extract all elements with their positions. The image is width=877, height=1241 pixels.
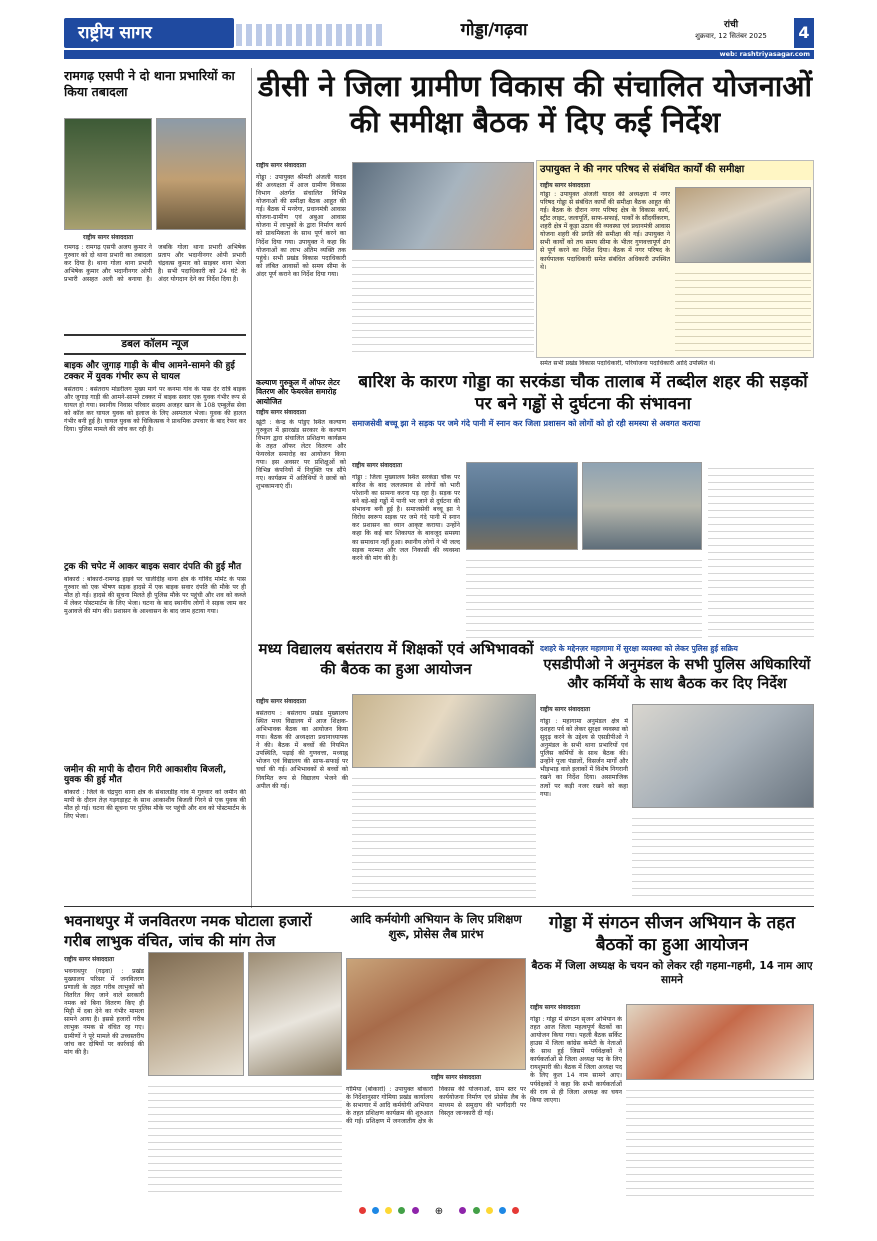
horizontal-divider — [64, 906, 814, 907]
masthead-date: शुक्रवार, 12 सितंबर 2025 — [695, 32, 767, 40]
salt-bags-photo — [148, 952, 244, 1076]
headline-bike: बाइक और जुगाड़ गाड़ी के बीच आमने-सामने की हुई टक्कर में युवक गंभीर रूप से घायल — [64, 361, 235, 382]
masthead-pattern — [236, 24, 386, 46]
headline: आदि कर्मयोगी अभियान के लिए प्रशिक्षण शुरू, प्रोसेस लैब प्रारंभ — [350, 912, 522, 941]
lead-caption: समेत सभी प्रखंड विकास पदाधिकारी, परियोजना पदाधिकारी आदि उपस्थित थे। — [540, 360, 716, 367]
kicker: दशहरे के मद्देनज़र महागामा में सुरक्षा व्यवस्था को लेकर पुलिस हुई सक्रिय — [540, 644, 738, 653]
party-meeting-photo — [626, 1004, 814, 1080]
byline: राष्ट्रीय सागर संवाददाता — [256, 409, 307, 417]
story-sarkanda — [352, 372, 814, 642]
deck: बैठक में जिला अध्यक्ष के चयन को लेकर रही गहमा-गहमी, 14 नाम आए सामने — [531, 960, 813, 986]
story-body: बसंतराय : बसंतराय प्रखंड मुख्यालय स्थित मध्य विद्यालय में आज शिक्षक-अभिभावक बैठक का आयोजन किया गया। बैठक की अध्यक्षता प्रधानाध्यापक ने की। बैठक में बच्चों की नियमित उपस्थिति, पढ़ाई की गुणवत्ता, मध्याह्न भोजन एवं विद्यालय की साफ-सफाई पर चर्चा की गई। अभिभावकों से बच्चों को नियमित रूप से विद्यालय भेजने की अपील की गई। — [256, 710, 348, 790]
byline: राष्ट्रीय सागर संवाददाता — [530, 1004, 581, 1011]
story-body-cont — [148, 1080, 342, 1196]
lead-body-area — [256, 162, 534, 372]
lead-body: गोड्डा : उपायुक्त श्रीमती अंजली यादव की अध्यक्षता में आज ग्रामीण विकास विभाग अंतर्गत संचालित विभिन्न योजनाओं की समीक्षा बैठक आहूत की गई। बैठक में मनरेगा, प्रधानमंत्री आवास योजना-ग्रामीण एवं अबुआ आवास योजना में लाभुकों के द्वारा निर्माण कार्य को प्राथमिकता के साथ पूर्ण करने का निर्देश दिया गया। उपायुक्त ने कहा कि योजनाओं का लाभ अंतिम व्यक्ति तक पहुंचे। सभी प्रखंड विकास पदाधिकारी को लंबित आवासों को समय सीमा के अंदर पूर्ण कराने का निर्देश दिया गया। — [256, 174, 346, 278]
flooded-road-photo — [582, 462, 702, 550]
story-ramgarh — [64, 68, 246, 330]
story-body: गोड्डा : उपायुक्त अंजली यादव की अध्यक्षता में नगर परिषद गोड्डा से संबंधित कार्यों की समीक्षा बैठक आहूत की गई। बैठक के दौरान नगर परिषद क्षेत्र के विकास कार्य, स्ट्रीट लाइट, जलापूर्ति, साफ-सफाई, पार्कों के सौंदर्यीकरण, शहरी क्षेत्र में कूड़ा उठाव की व्यवस्था एवं प्रधानमंत्री आवास योजना शहरी की प्रगति की समीक्षा की गई। उपायुक्त ने सभी कार्यों को तय समय सीमा के भीतर गुणवत्तापूर्ण ढंग से पूर्ण करने का निर्देश दिया। बैठक में नगर परिषद के कार्यपालक पदाधिकारी समेत संबंधित अधिकारी उपस्थित थे। — [540, 191, 670, 271]
footer-dot — [372, 1207, 379, 1214]
byline: राष्ट्रीय सागर संवाददाता — [540, 181, 591, 189]
police-meeting-photo — [632, 704, 814, 808]
story-body-cont — [675, 267, 811, 355]
headline: भवनाथपुर में जनवितरण नमक घोटाला हजारों गरीब लाभुक वंचित, जांच की मांग तेज — [64, 912, 312, 950]
story-body-cont-2 — [708, 462, 814, 640]
byline: राष्ट्रीय सागर संवाददाता — [256, 698, 307, 705]
byline: राष्ट्रीय सागर संवाददाता — [352, 462, 403, 469]
headline: कल्याण गुरुकुल में ऑफर लेटर वितरण और फेयरवेल समारोह आयोजित — [256, 378, 340, 406]
brand-name: राष्ट्रीय सागर — [78, 23, 152, 43]
footer-dot — [499, 1207, 506, 1214]
story-body: गोमिया (बोकारो) : उपायुक्त बोकारो के निर्देशानुसार गोमिया प्रखंड कार्यालय के सभागार में आदि कर्मयोगी अभियान के तहत प्रशिक्षण कार्यक्रम की शुरुआत की गई। प्रशिक्षण में जनजातीय क्षेत्र के विकास की योजनाओं, ग्राम स्तर पर कार्ययोजना निर्माण एवं प्रोसेस लैब के माध्यम से समुदाय की भागीदारी पर विस्तृत जानकारी दी गई। — [346, 1086, 526, 1126]
byline: राष्ट्रीय सागर संवाददाता — [430, 1074, 481, 1081]
story-adi — [346, 912, 526, 1198]
story-body: खूंटी : केन्द्र के पांडुए स्थित कल्याण गुरुकुल में झारखंड सरकार के कल्याण विभाग द्वारा संचालित प्रशिक्षण कार्यक्रम के तहत ऑफर लेटर वितरण और फेयरवेल समारोह का आयोजन किया गया। इस अवसर पर प्रशिक्षुओं को विभिन्न कंपनियों में नियुक्ति पत्र सौंपे गए। कार्यक्रम में अतिथियों ने छात्रों को शुभकामनाएं दीं। — [256, 418, 346, 491]
officer-photo-2 — [156, 118, 246, 230]
masthead-bar — [64, 50, 814, 59]
footer-dot — [512, 1207, 519, 1214]
story-bhavnathpur — [64, 912, 342, 1198]
story-body: भवनाथपुर (गढ़वा) : प्रखंड मुख्यालय परिसर में जनवितरण प्रणाली के तहत गरीब लाभुकों को वितरित किए जाने वाले सरकारी नमक को बिना वितरण किए ही मिट्टी में दबा देने का गंभीर मामला सामने आया है। इससे हजारों गरीब लाभुक नमक से वंचित रह गए। ग्रामीणों ने पूरे मामले की उच्चस्तरीय जांच कर दोषियों पर कार्रवाई की मांग की है। — [64, 968, 144, 1056]
meeting-photo — [352, 694, 536, 768]
footer-dot — [412, 1207, 419, 1214]
headline: एसडीपीओ ने अनुमंडल के सभी पुलिस अधिकारियों और कर्मियों के साथ बैठक कर दिए निर्देश — [543, 657, 811, 693]
lead-headline: डीसी ने जिला ग्रामीण विकास की संचालित योजनाओं की समीक्षा बैठक में दिए कई निर्देश — [258, 69, 812, 140]
story-body: गोड्डा : महागामा अनुमंडल क्षेत्र में दशहरा पर्व को लेकर सुरक्षा व्यवस्था को सुदृढ़ करने के उद्देश्य से एसडीपीओ ने अनुमंडल के सभी थाना प्रभारियों एवं पुलिस कर्मियों के साथ बैठक की। उन्होंने पूजा पंडालों, विसर्जन मार्गों और भीड़भाड़ वाले इलाकों में विशेष निगरानी रखने का निर्देश दिया। असामाजिक तत्वों पर कड़ी नजर रखने को कहा गया। — [540, 718, 628, 798]
officer-photo-1 — [64, 118, 152, 230]
training-photo — [346, 958, 526, 1070]
story-body: गोड्डा : जिला मुख्यालय स्थित सरकंडा चौक पर बारिश के बाद जलजमाव से लोगों को भारी परेशानी का सामना करना पड़ रहा है। सड़क पर बने बड़े-बड़े गड्ढों में पानी भर जाने से दुर्घटना की संभावना बनी हुई है। समाजसेवी बच्चू झा ने विरोध स्वरूप सड़क पर जमे गंदे पानी में स्नान कर प्रशासन का ध्यान आकृष्ट कराया। उन्होंने कहा कि कई बार शिकायत के बावजूद समस्या का समाधान नहीं हुआ। स्थानीय लोगों ने भी जल्द सड़क मरम्मत और जल निकासी की व्यवस्था करने की मांग की है। — [352, 474, 460, 562]
byline: राष्ट्रीय सागर संवाददाता — [540, 706, 591, 713]
page-number: 4 — [798, 23, 810, 42]
headline: उपायुक्त ने की नगर परिषद से संबंधित कार्यों की समीक्षा — [537, 161, 813, 180]
footer-dot — [473, 1207, 480, 1214]
story-body-cont — [352, 772, 536, 900]
lead-byline: राष्ट्रीय सागर संवाददाता — [256, 162, 307, 169]
body-bike: बसंतराय : बसंतराय मोडरीलग मुख्य मार्ग पर कनमा गांव के पास देर रात्रि बाइक और जुगाड़ गाड़ी की आमने-सामने टक्कर में बाइक सवार एक युवक गंभीर रूप से घायल हो गया। स्थानीय निवास परिवार सदस्य अजहर खान के 108 एम्बुलेंस सेवा को कॉल कर घायल युवक को इलाज के लिए अस्पताल भेजा। युवक की हालत गंभीर बनी हुई है। घायल युवक को चिकित्सक ने प्राथमिक उपचार के बाद रेफर कर दिया। पुलिस मामले की जांच कर रही है। — [64, 385, 246, 434]
story-sangathan — [530, 912, 814, 1198]
story-body-cont — [626, 1084, 814, 1196]
double-column-news — [64, 334, 246, 906]
story-nagar-parishad — [536, 160, 814, 358]
lead-photo — [352, 162, 534, 250]
headline-lightning: जमीन की मापी के दौरान गिरी आकाशीय बिजली, युवक की हुई मौत — [64, 764, 227, 786]
headline: रामगढ़ एसपी ने दो थाना प्रभारियों का किया तबादला — [64, 68, 235, 99]
story-body: रामगढ़ : रामगढ़ एसपी अजय कुमार ने गुरुवार को दो थाना प्रभारी का तबादला कर दिया है। थाना गोला थाना प्रभारी अभिषेक कुमार और भदानीनगर ओपी प्रभारी असहत अली को बनाया है। जबकि गोला थाना प्रभारी अभिषेक प्रताप और भदानीनगर ओपी प्रभारी चंद्रवत्स कुमार को साइबर थाना भेजा है। सभी पदाधिकारी को 24 घंटे के अंदर योगदान देने का निर्देश दिया है। — [64, 244, 246, 284]
footer-dot — [459, 1207, 466, 1214]
headline: गोड्डा में संगठन सीजन अभियान के तहत बैठकों का हुआ आयोजन — [548, 913, 796, 956]
story-body: गोड्डा : गोड्डा में संगठन सृजन अभियान के तहत आज जिला महत्वपूर्ण बैठकों का आयोजन किया गया। पहली बैठक सर्किट हाउस में जिला कांग्रेस कमेटी के नेताओं के साथ हुई जिसमें पर्यवेक्षकों ने कार्यकर्ताओं से जिला अध्यक्ष पद के लिए रायशुमारी की। बैठक में जिला अध्यक्ष पद के लिए कुल 14 नाम सामने आए। पर्यवेक्षकों ने कहा कि सभी कार्यकर्ताओं की राय से ही जिला अध्यक्ष का चयन किया जाएगा। — [530, 1016, 622, 1104]
footer-dot — [359, 1207, 366, 1214]
headline: बारिश के कारण गोड्डा का सरकंडा चौक तालाब में तब्दील शहर की सड़कों पर बने गड्ढों से दुर्घटना की संभावना — [358, 372, 808, 414]
story-body-cont — [632, 812, 814, 900]
brand-banner — [64, 18, 234, 48]
footer-ornament-icon: ⊕ — [434, 1206, 444, 1217]
story-kalyan — [256, 378, 346, 628]
story-police — [540, 644, 814, 902]
section-label: डबल कॉलम न्यूज — [64, 334, 246, 355]
byline: राष्ट्रीय सागर संवाददाता — [82, 234, 133, 241]
story-basantrai — [256, 640, 536, 902]
masthead-city: रांची — [723, 20, 739, 30]
masthead — [64, 18, 814, 62]
story-body-cont — [466, 554, 702, 640]
man-in-water-photo — [466, 462, 578, 550]
body-truck: बोकारो : बोकारो-रामगढ़ हाइवे पर चालीदीह थाना क्षेत्र के गोविंद मोमेंट के पास गुरुवार को एक भीषण सड़क हादसे में एक बाइक सवार दंपति की मौके पर ही मौत हो गई। हादसे की सूचना मिलते ही पुलिस मौके पर पहुंची और शव को कब्जे में लेकर पोस्टमार्टम के लिए भेजा। घटना के बाद स्थानीय लोगों ने सड़क जाम कर मुआवजे की मांग की। प्रशासन के आश्वासन के बाद जाम हटाया गया। — [64, 575, 246, 615]
deck: समाजसेवी बच्चू झा ने सड़क पर जमे गंदे पानी में स्नान कर जिला प्रशासन को लोगों को हो रही समस्या से अवगत कराया — [352, 418, 701, 428]
meeting-photo — [675, 187, 811, 263]
footer-dot — [385, 1207, 392, 1214]
headline: मध्य विद्यालय बसंतराय में शिक्षकों एवं अभिभावकों की बैठक का हुआ आयोजन — [258, 640, 534, 678]
byline: राष्ट्रीय सागर संवाददाता — [64, 956, 115, 963]
headline-truck: ट्रक की चपेट में आकर बाइक सवार दंपति की हुई मौत — [64, 561, 242, 572]
footer-decoration — [64, 1206, 814, 1220]
column-divider — [251, 68, 252, 908]
salt-pile-photo — [248, 952, 342, 1076]
body-lightning: बोकारो : जिले के चंद्रपुरा थाना क्षेत्र के संथालडीह गांव में गुरुवार को जमीन की मापी के दौरान तेज़ गड़गड़ाहट के साथ आकाशीय बिजली गिरने से एक युवक की मौत हो गई। घटना की सूचना पर पुलिस मौके पर पहुंची और शव को पोस्टमार्टम के लिए भेजा। — [64, 789, 246, 821]
footer-dot — [398, 1207, 405, 1214]
website: web: rashtriyasagar.com — [719, 50, 810, 58]
section-title: गोड्डा/गढ़वा — [460, 20, 528, 40]
page-number-badge — [794, 18, 814, 48]
lead-body-cont — [352, 254, 534, 358]
footer-dot — [486, 1207, 493, 1214]
